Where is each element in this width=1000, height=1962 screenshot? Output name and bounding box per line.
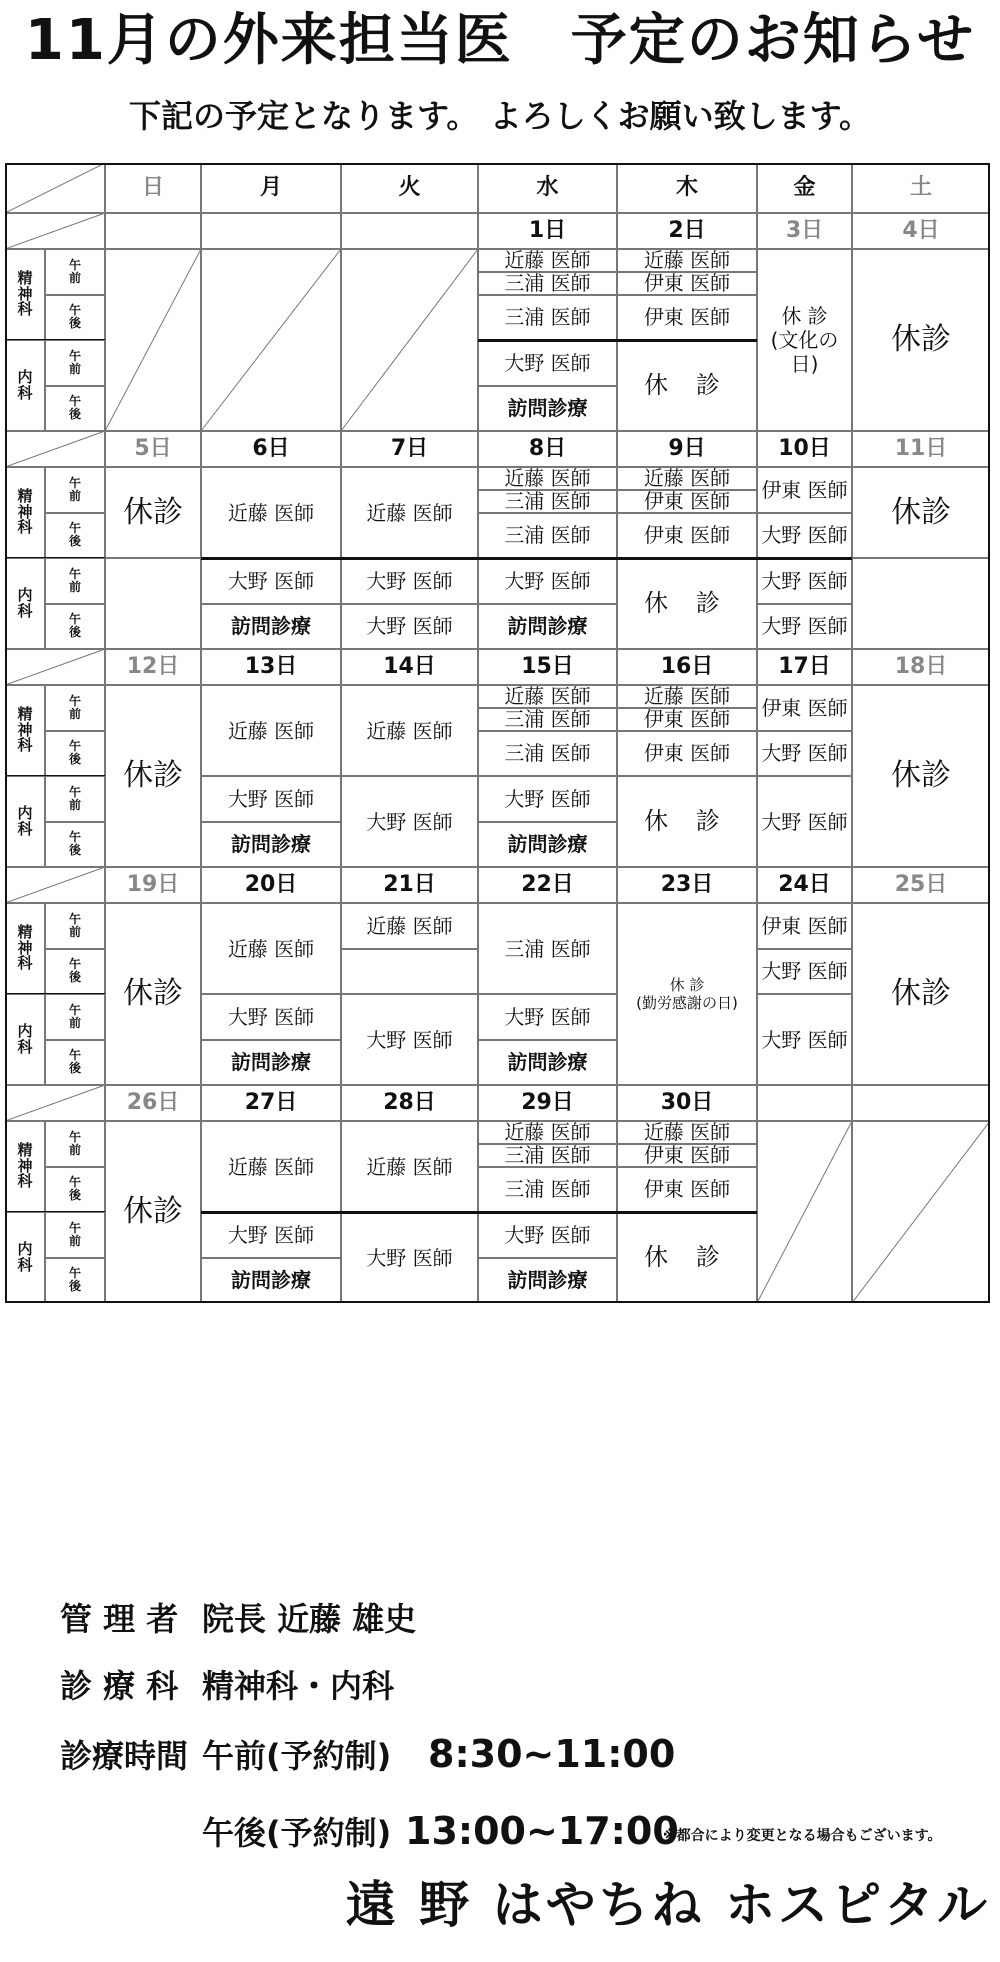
cell-text: 休診 <box>891 758 951 793</box>
cell-text: 休 診 <box>644 589 730 618</box>
cell-text: 水 <box>536 174 559 200</box>
cell-text: 大野 医師 <box>504 1222 591 1247</box>
cell-text: 午 前 <box>68 566 81 594</box>
cell-text: 午 前 <box>68 1220 81 1248</box>
cell-text: 大野 医師 <box>366 568 453 593</box>
department-value: 精神科・内科 <box>202 1667 395 1705</box>
cell-text: 訪問診療 <box>231 832 311 857</box>
cell-text: 精 神 科 <box>17 704 33 755</box>
cell-text: 訪問診療 <box>231 614 311 639</box>
cell-text: 大野 医師 <box>761 1027 848 1052</box>
cell-text: 大野 医師 <box>227 786 315 811</box>
cell-text: 大野 医師 <box>761 523 848 548</box>
page-title: 11月の外来担当医 予定のお知らせ <box>24 8 976 73</box>
cell-text: 伊東 医師 <box>761 695 848 720</box>
department-label: 診 療 科 <box>60 1667 179 1705</box>
cell-text: 20日 <box>244 871 298 897</box>
admin-label: 管 理 者 <box>60 1600 179 1638</box>
cell-text: 内 科 <box>17 585 33 620</box>
admin-value: 院長 近藤 雄史 <box>202 1600 417 1638</box>
cell-text: 1日 <box>528 217 567 243</box>
cell-text: 近藤 医師 <box>366 718 453 743</box>
cell-text: 大野 医師 <box>761 614 848 639</box>
cell-text: 伊東 医師 <box>761 477 848 502</box>
cell-text: 7日 <box>390 435 429 461</box>
cell-text: 休 診 (文化の日) <box>770 304 839 376</box>
pm-hours-time: 13:00~17:00 <box>405 1809 679 1853</box>
cell-text: 29日 <box>521 1089 574 1115</box>
cell-text: 伊東 医師 <box>643 1177 731 1202</box>
cell-text: 大野 医師 <box>366 1245 453 1270</box>
table-frame <box>5 163 990 1303</box>
cell-text: 伊東 医師 <box>643 741 731 766</box>
cell-text: 午 後 <box>68 1048 81 1076</box>
cell-text: 15日 <box>521 653 574 679</box>
cell-text: 25日 <box>894 871 948 897</box>
cell-text: 伊東 医師 <box>643 1143 731 1167</box>
cell-text: 訪問診療 <box>507 1268 588 1293</box>
cell-text: 午 前 <box>68 475 81 503</box>
cell-text: 三浦 医師 <box>504 489 591 513</box>
cell-text: 午 後 <box>68 394 81 422</box>
cell-text: 12日 <box>126 653 180 679</box>
cell-text: 近藤 医師 <box>643 1121 731 1144</box>
cell-text: 午 後 <box>68 830 81 858</box>
cell-text: 22日 <box>521 871 574 897</box>
cell-text: 24日 <box>778 871 831 897</box>
cell-text: 金 <box>793 174 816 200</box>
cell-text: 近藤 医師 <box>366 1154 453 1179</box>
cell-text: 28日 <box>383 1089 436 1115</box>
cell-text: 三浦 医師 <box>504 523 591 548</box>
cell-text: 三浦 医師 <box>504 936 591 961</box>
cell-text: 近藤 医師 <box>227 1154 315 1179</box>
cell-text: 精 神 科 <box>17 1140 33 1191</box>
cell-text: 大野 医師 <box>227 568 315 593</box>
cell-text: 午 後 <box>68 957 81 985</box>
cell-text: 伊東 医師 <box>643 305 731 330</box>
hospital-name: 遠 野 はやちね ホスピタル <box>345 1876 990 1934</box>
cell-text: 3日 <box>785 217 824 243</box>
cell-text: 10日 <box>778 435 831 461</box>
page-subtitle: 下記の予定となります。 よろしくお願い致します。 <box>128 97 872 135</box>
cell-text: 大野 医師 <box>504 568 591 593</box>
cell-text: 大野 医師 <box>504 1004 591 1029</box>
cell-text: 11日 <box>894 435 948 461</box>
cell-text: 訪問診療 <box>507 1050 588 1075</box>
cell-text: 伊東 医師 <box>643 707 731 731</box>
cell-text: 休 診 <box>644 1243 730 1272</box>
cell-text: 近藤 医師 <box>504 685 591 708</box>
pm-hours-label: 午後(予約制) <box>202 1814 392 1852</box>
cell-text: 午 後 <box>68 612 81 640</box>
hours-label: 診療時間 <box>60 1737 189 1775</box>
cell-text: 16日 <box>660 653 714 679</box>
cell-text: 大野 医師 <box>761 809 848 834</box>
cell-text: 午 前 <box>68 1002 81 1030</box>
cell-text: 大野 医師 <box>504 786 591 811</box>
cell-text: 2日 <box>668 217 706 243</box>
cell-text: 三浦 医師 <box>504 271 591 295</box>
cell-text: 日 <box>141 174 164 200</box>
cell-text: 午 前 <box>68 784 81 812</box>
cell-text: 土 <box>909 174 932 200</box>
cell-text: 大野 医師 <box>366 1027 453 1052</box>
cell-text: 休 診 (勤労感謝の日) <box>636 976 738 1012</box>
cell-text: 三浦 医師 <box>504 305 591 330</box>
cell-text: 休診 <box>123 1194 183 1229</box>
cell-text: 近藤 医師 <box>643 685 731 708</box>
cell-text: 近藤 医師 <box>227 936 315 961</box>
cell-text: 三浦 医師 <box>504 707 591 731</box>
cell-text: 午 前 <box>68 1129 81 1157</box>
cell-text: 14日 <box>383 653 436 679</box>
cell-text: 三浦 医師 <box>504 1177 591 1202</box>
cell-text: 午 後 <box>68 1266 81 1294</box>
cell-text: 近藤 医師 <box>366 500 453 525</box>
cell-text: 木 <box>675 174 698 200</box>
cell-text: 伊東 医師 <box>643 271 731 295</box>
cell-text: 近藤 医師 <box>643 249 731 272</box>
cell-text: 休診 <box>123 758 183 793</box>
cell-text: 休診 <box>891 976 951 1011</box>
cell-text: 休診 <box>891 322 951 357</box>
cell-text: 18日 <box>894 653 948 679</box>
cell-text: 休診 <box>123 494 183 530</box>
cell-text: 午 後 <box>68 521 81 549</box>
cell-text: 大野 医師 <box>504 350 591 375</box>
cell-text: 訪問診療 <box>507 832 588 857</box>
am-hours-time: 8:30~11:00 <box>428 1732 676 1776</box>
cell-text: 大野 医師 <box>366 614 453 639</box>
cell-text: 17日 <box>778 653 831 679</box>
cell-text: 8日 <box>528 435 567 461</box>
am-hours-label: 午前(予約制) <box>202 1737 392 1775</box>
cell-text: 近藤 医師 <box>504 249 591 272</box>
cell-text: 大野 医師 <box>761 568 848 593</box>
cell-text: 午 後 <box>68 739 81 767</box>
cell-text: 近藤 医師 <box>504 1121 591 1144</box>
cell-text: 19日 <box>126 871 180 897</box>
cell-text: 三浦 医師 <box>504 741 591 766</box>
cell-text: 27日 <box>244 1089 298 1115</box>
cell-text: 訪問診療 <box>507 396 588 421</box>
cell-text: 午 後 <box>68 303 81 331</box>
cell-text: 4日 <box>902 217 940 243</box>
cell-text: 休診 <box>123 976 183 1011</box>
cell-text: 近藤 医師 <box>227 500 315 525</box>
cell-text: 6日 <box>252 435 290 461</box>
cell-text: 午 前 <box>68 693 81 721</box>
cell-text: 休 診 <box>644 807 730 836</box>
cell-text: 午 前 <box>68 348 81 376</box>
cell-text: 月 <box>259 174 282 200</box>
cell-text: 内 科 <box>17 1239 33 1274</box>
cell-text: 内 科 <box>17 803 33 838</box>
cell-text: 精 神 科 <box>17 922 33 973</box>
cell-text: 30日 <box>660 1089 714 1115</box>
cell-text: 9日 <box>668 435 706 461</box>
cell-text: 午 前 <box>68 257 81 285</box>
cell-text: 23日 <box>660 871 714 897</box>
cell-text: 内 科 <box>17 367 33 402</box>
change-notice: ※都合により変更となる場合もございます。 <box>663 1828 942 1844</box>
cell-text: 伊東 医師 <box>761 913 848 938</box>
cell-text: 午 前 <box>68 911 81 939</box>
cell-text: 近藤 医師 <box>227 718 315 743</box>
cell-text: 訪問診療 <box>507 614 588 639</box>
cell-text: 13日 <box>244 653 298 679</box>
cell-text: 5日 <box>134 435 172 461</box>
cell-text: 21日 <box>383 871 436 897</box>
cell-text: 午 後 <box>68 1175 81 1203</box>
cell-text: 伊東 医師 <box>643 523 731 548</box>
cell-text: 精 神 科 <box>17 268 33 319</box>
cell-text: 大野 医師 <box>227 1222 315 1247</box>
cell-text: 伊東 医師 <box>643 489 731 513</box>
cell-text: 大野 医師 <box>227 1004 315 1029</box>
cell-text: 火 <box>398 174 421 200</box>
cell-text: 大野 医師 <box>761 741 848 766</box>
cell-text: 訪問診療 <box>231 1050 311 1075</box>
cell-text: 精 神 科 <box>17 486 33 537</box>
cell-text: 近藤 医師 <box>366 913 453 938</box>
cell-text: 大野 医師 <box>761 959 848 984</box>
cell-text: 近藤 医師 <box>643 467 731 490</box>
cell-text: 26日 <box>126 1089 180 1115</box>
cell-text: 大野 医師 <box>366 809 453 834</box>
cell-text: 休診 <box>891 494 951 530</box>
cell-text: 三浦 医師 <box>504 1143 591 1167</box>
cell-text: 近藤 医師 <box>504 467 591 490</box>
cell-text: 内 科 <box>17 1021 33 1056</box>
cell-text: 休 診 <box>644 371 730 400</box>
cell-text: 訪問診療 <box>231 1268 311 1293</box>
